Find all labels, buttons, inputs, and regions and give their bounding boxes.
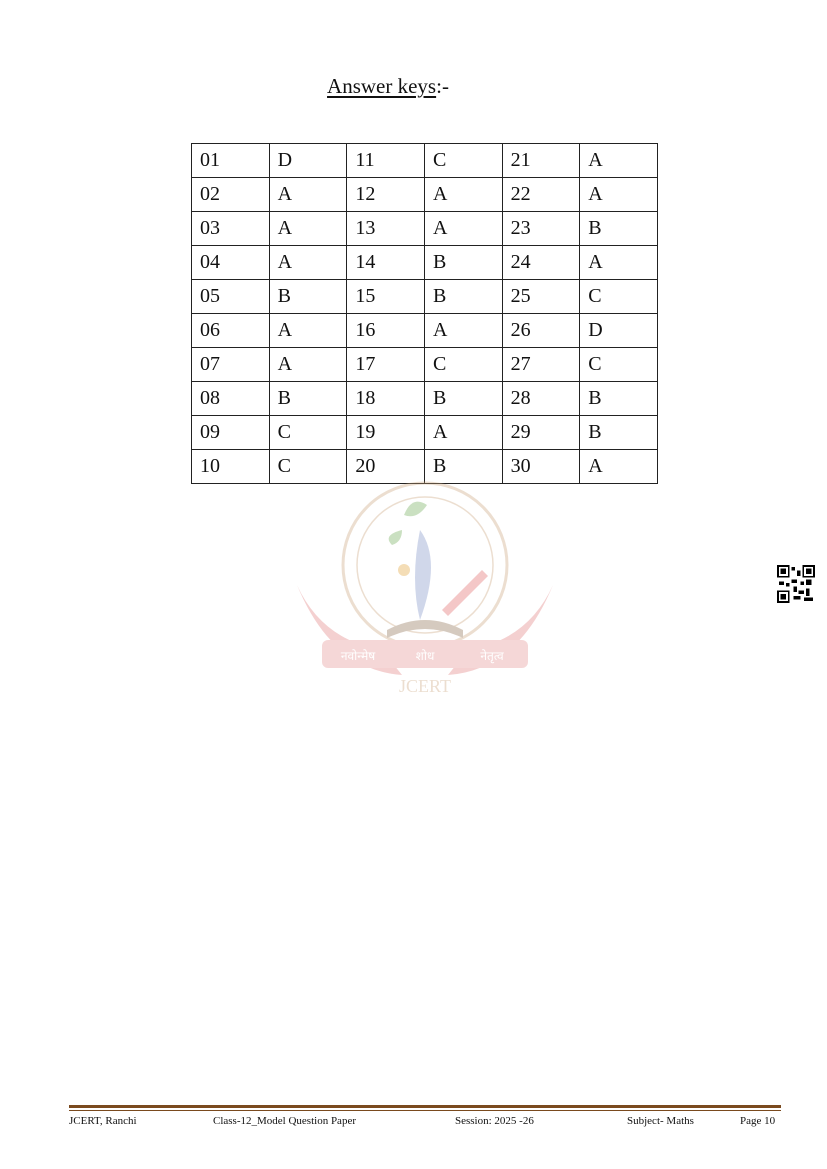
motto-right: नेतृत्व: [480, 649, 504, 663]
leaf-icon: [389, 530, 402, 545]
page-title: [0, 74, 776, 99]
answer-cell: C: [424, 348, 502, 382]
answer-cell: D: [580, 314, 658, 348]
question-number-cell: 12: [347, 178, 425, 212]
title-text: Answer keys: [327, 74, 437, 98]
pencil-icon: [442, 570, 488, 616]
table-row: [192, 246, 658, 280]
table-row: [192, 416, 658, 450]
question-number-cell: 24: [502, 246, 580, 280]
question-number-cell: 30: [502, 450, 580, 484]
question-number-cell: 29: [502, 416, 580, 450]
answer-cell: A: [269, 246, 347, 280]
answer-cell: B: [424, 382, 502, 416]
question-number-cell: 09: [192, 416, 270, 450]
table-row: [192, 314, 658, 348]
question-number-cell: 01: [192, 144, 270, 178]
question-number-cell: 16: [347, 314, 425, 348]
answer-cell: A: [269, 212, 347, 246]
answer-cell: B: [424, 280, 502, 314]
qr-code-icon: [777, 565, 815, 603]
motto-mid: शोध: [415, 649, 435, 663]
answer-cell: A: [424, 212, 502, 246]
question-number-cell: 07: [192, 348, 270, 382]
table-row: [192, 382, 658, 416]
answer-cell: B: [580, 416, 658, 450]
figure-icon: [415, 530, 431, 620]
answer-cell: A: [424, 178, 502, 212]
footer-rule-thin: [69, 1110, 781, 1111]
question-number-cell: 18: [347, 382, 425, 416]
head-icon: [398, 564, 410, 576]
answer-cell: B: [424, 450, 502, 484]
question-number-cell: 04: [192, 246, 270, 280]
answer-cell: C: [269, 416, 347, 450]
table-row: [192, 212, 658, 246]
question-number-cell: 25: [502, 280, 580, 314]
footer-subject: Subject- Maths: [627, 1115, 694, 1127]
jcert-watermark-logo: [292, 470, 558, 700]
table-row: [192, 348, 658, 382]
answer-cell: C: [424, 144, 502, 178]
question-number-cell: 20: [347, 450, 425, 484]
question-number-cell: 28: [502, 382, 580, 416]
answer-cell: A: [580, 144, 658, 178]
question-number-cell: 03: [192, 212, 270, 246]
question-number-cell: 21: [502, 144, 580, 178]
footer-paper: Class-12_Model Question Paper: [213, 1115, 356, 1127]
question-number-cell: 22: [502, 178, 580, 212]
book-icon: [387, 620, 463, 638]
answer-cell: A: [269, 178, 347, 212]
leaf-icon: [404, 502, 427, 517]
answer-cell: C: [580, 280, 658, 314]
answer-cell: A: [269, 348, 347, 382]
answer-cell: B: [580, 212, 658, 246]
answer-cell: C: [269, 450, 347, 484]
motto-left: नवोन्मेष: [340, 649, 376, 663]
footer-session: Session: 2025 -26: [455, 1115, 534, 1127]
brand-text: JCERT: [399, 676, 451, 696]
answer-cell: B: [424, 246, 502, 280]
footer-page-number: Page 10: [740, 1115, 776, 1127]
answer-cell: B: [269, 280, 347, 314]
question-number-cell: 19: [347, 416, 425, 450]
question-number-cell: 11: [347, 144, 425, 178]
title-suffix: :-: [436, 74, 449, 98]
question-number-cell: 13: [347, 212, 425, 246]
answer-cell: B: [580, 382, 658, 416]
footer-org: JCERT, Ranchi: [69, 1115, 137, 1127]
answer-cell: A: [424, 416, 502, 450]
footer-rule: [69, 1105, 781, 1108]
question-number-cell: 15: [347, 280, 425, 314]
question-number-cell: 27: [502, 348, 580, 382]
answer-cell: D: [269, 144, 347, 178]
answer-cell: A: [580, 246, 658, 280]
question-number-cell: 14: [347, 246, 425, 280]
answer-cell: A: [424, 314, 502, 348]
table-row: [192, 144, 658, 178]
answer-cell: C: [580, 348, 658, 382]
question-number-cell: 17: [347, 348, 425, 382]
answer-cell: B: [269, 382, 347, 416]
table-row: [192, 280, 658, 314]
question-number-cell: 23: [502, 212, 580, 246]
answer-cell: A: [580, 178, 658, 212]
question-number-cell: 26: [502, 314, 580, 348]
answer-key-table: [191, 143, 658, 484]
question-number-cell: 06: [192, 314, 270, 348]
question-number-cell: 08: [192, 382, 270, 416]
answer-cell: A: [580, 450, 658, 484]
question-number-cell: 10: [192, 450, 270, 484]
question-number-cell: 02: [192, 178, 270, 212]
question-number-cell: 05: [192, 280, 270, 314]
table-row: [192, 178, 658, 212]
answer-cell: A: [269, 314, 347, 348]
